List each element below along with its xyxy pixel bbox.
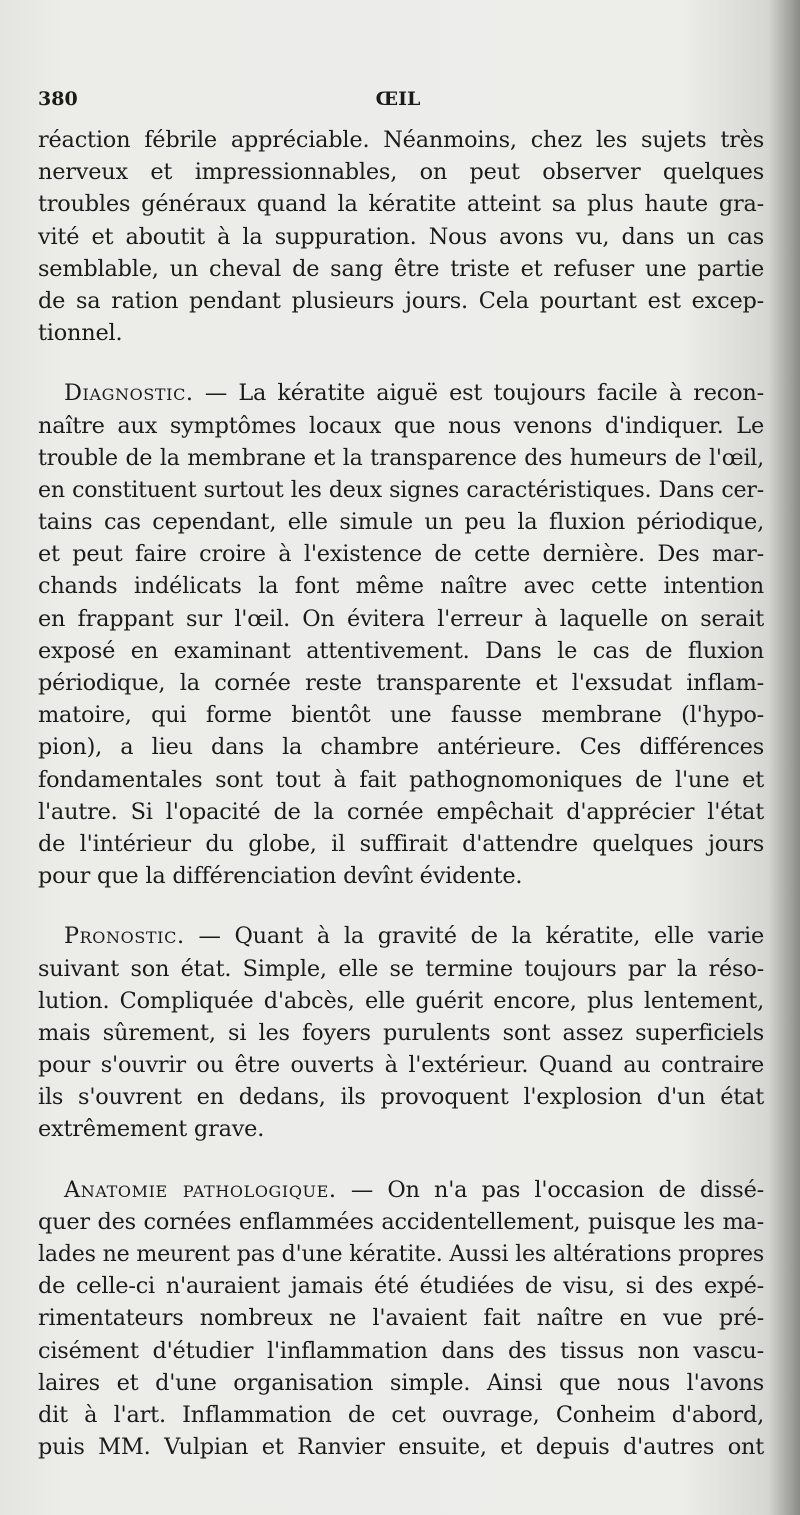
- text-line: pour que la différenciation devînt évidente.: [38, 863, 523, 890]
- text-line: troubles généraux quand la kératite atteint sa plus haute gra-: [38, 191, 764, 218]
- text-body: [38, 124, 764, 1463]
- text-line: mais sûrement, si les foyers purulents sont assez superficiels: [38, 1019, 764, 1046]
- text-line: dit à l'art. Inflammation de cet ouvrage, Conheim d'abord,: [38, 1401, 764, 1428]
- text-line: lution. Compliquée d'abcès, elle guérit encore, plus lentement,: [38, 987, 764, 1014]
- text-line: tionnel.: [38, 320, 123, 347]
- text-line: nerveux et impressionnables, on peut observer quelques: [38, 159, 764, 186]
- text-line: semblable, un cheval de sang être triste et refuser une partie: [38, 255, 764, 282]
- text-line: l'autre. Si l'opacité de la cornée empêchait d'apprécier l'état: [38, 798, 764, 825]
- text-line: exposé en examinant attentivement. Dans le cas de fluxion: [38, 637, 764, 664]
- paragraph-pronostic: [38, 920, 764, 1145]
- paragraph-intro: [38, 124, 764, 349]
- section-heading-anatomie: Anatomie pathologique.: [64, 1176, 337, 1203]
- section-heading-pronostic: Pronostic.: [64, 923, 185, 950]
- text-line: vité et aboutit à la suppuration. Nous avons vu, dans un cas: [38, 223, 764, 250]
- text-line: puis MM. Vulpian et Ranvier ensuite, et depuis d'autres ont: [38, 1434, 764, 1461]
- text-line: de sa ration pendant plusieurs jours. Cela pourtant est excep-: [38, 287, 764, 314]
- text-line: quer des cornées enflammées accidentellement, puisque les ma-: [38, 1208, 764, 1235]
- text-line: en frappant sur l'œil. On évitera l'erreur à laquelle on serait: [38, 605, 764, 632]
- text-line: cisément d'étudier l'inflammation dans des tissus non vascu-: [38, 1337, 764, 1364]
- page-title: ŒIL: [375, 88, 421, 110]
- text-line: en constituent surtout les deux signes caractéristiques. Dans cer-: [38, 476, 764, 503]
- text-line: rimentateurs nombreux ne l'avaient fait naître en vue pré-: [38, 1305, 764, 1332]
- text-run: — On n'a pas l'occasion de dissé-: [336, 1176, 764, 1203]
- text-line: trouble de la membrane et la transparence des humeurs de l'œil,: [38, 444, 764, 471]
- page-number: 380: [38, 88, 78, 110]
- section-heading-diagnostic: Diagnostic.: [64, 380, 194, 407]
- running-head: [38, 88, 758, 114]
- text-line: de celle-ci n'auraient jamais été étudiées de visu, si des expé-: [38, 1273, 764, 1300]
- text-line: périodique, la cornée reste transparente et l'exsudat inflam-: [38, 670, 764, 696]
- text-run: — Quant à la gravité de la kératite, elle varie: [184, 923, 764, 950]
- paragraph-anatomie-pathologique: [38, 1174, 764, 1464]
- text-line: extrêmement grave.: [38, 1116, 265, 1143]
- text-line: matoire, qui forme bientôt une fausse membrane (l'hypo-: [38, 702, 764, 729]
- text-line: lades ne meurent pas d'une kératite. Aussi les altérations propres: [38, 1241, 764, 1267]
- paragraph-diagnostic: [38, 377, 764, 892]
- text-line: [38, 377, 764, 409]
- text-line: fondamentales sont tout à fait pathognomoniques de l'une et: [38, 766, 764, 793]
- text-line: et peut faire croire à l'existence de cette dernière. Des mar-: [38, 541, 764, 568]
- text-line: réaction fébrile appréciable. Néanmoins, chez les sujets très: [38, 127, 764, 153]
- text-line: laires et d'une organisation simple. Ainsi que nous l'avons: [38, 1369, 764, 1396]
- text-line: ils s'ouvrent en dedans, ils provoquent l'explosion d'un état: [38, 1084, 764, 1111]
- text-line: de l'intérieur du globe, il suffirait d'attendre quelques jours: [38, 830, 764, 857]
- text-line: [38, 1174, 764, 1206]
- text-run: — La kératite aiguë est toujours facile à recon-: [193, 380, 764, 407]
- text-line: chands indélicats la font même naître avec cette intention: [38, 573, 764, 600]
- text-line: pour s'ouvrir ou être ouverts à l'extérieur. Quand au contraire: [38, 1052, 764, 1079]
- text-line: [38, 920, 764, 952]
- text-line: suivant son état. Simple, elle se termine toujours par la réso-: [38, 955, 764, 982]
- text-line: pion), a lieu dans la chambre antérieure. Ces différences: [38, 734, 764, 761]
- text-line: naître aux symptômes locaux que nous venons d'indiquer. Le: [38, 412, 764, 439]
- text-line: tains cas cependant, elle simule un peu la fluxion périodique,: [38, 509, 764, 536]
